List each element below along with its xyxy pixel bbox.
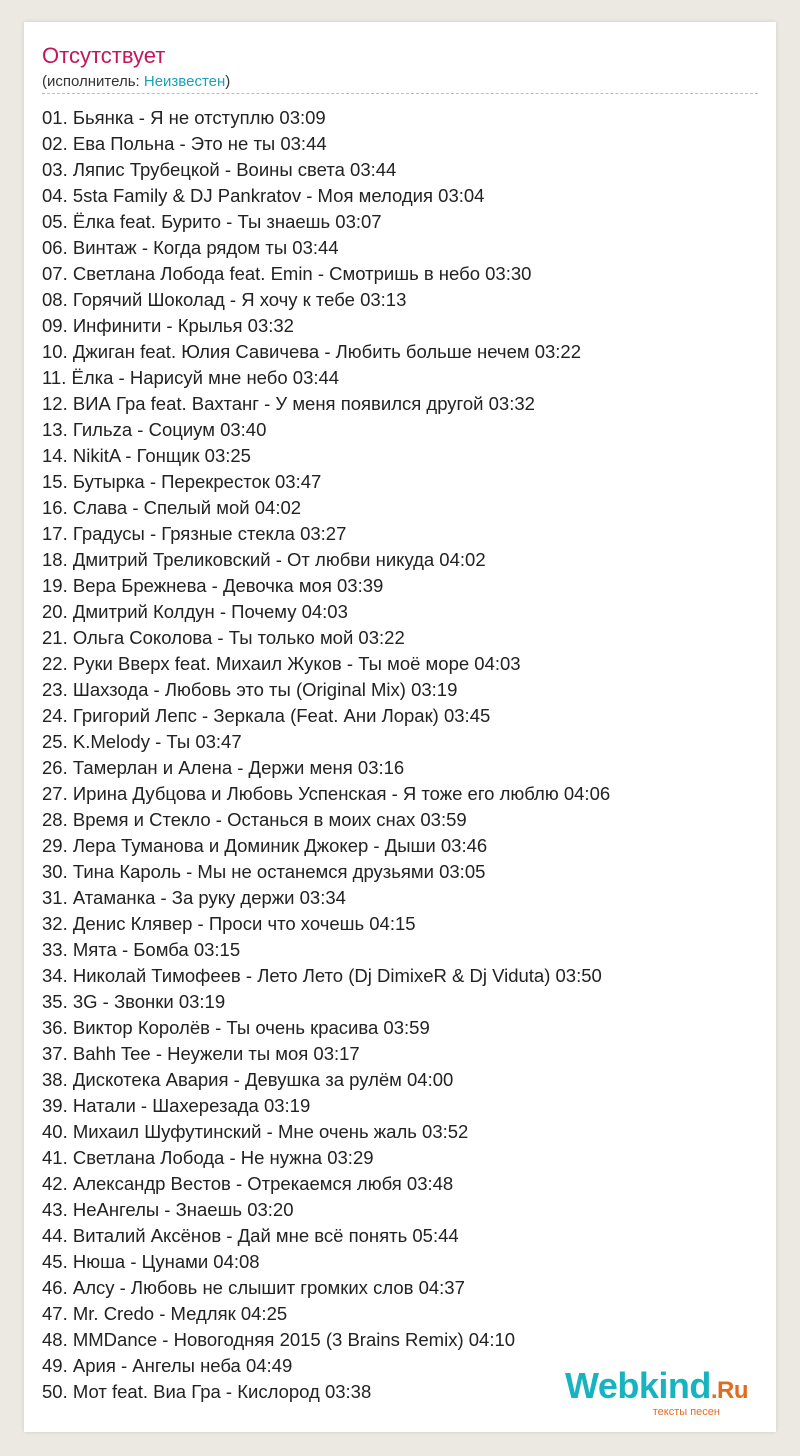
track-item: 31. Атаманка - За руку держи 03:34	[42, 887, 346, 908]
track-item: 33. Мята - Бомба 03:15	[42, 939, 241, 960]
content-card	[24, 22, 776, 1432]
track-item: 46. Алсу - Любовь не слышит громких слов 04:37	[42, 1277, 465, 1298]
track-item: 12. ВИА Гра feat. Вахтанг - У меня появился другой 03:32	[42, 393, 535, 414]
logo-tagline: тексты песен	[652, 1406, 720, 1418]
track-item: 07. Светлана Лобода feat. Emin - Смотришь в небо 03:30	[42, 263, 532, 284]
track-item: 47. Mr. Credo - Медляк 04:25	[42, 1303, 288, 1324]
logo-name: Webkind	[564, 1365, 711, 1406]
track-item: 10. Джиган feat. Юлия Савичева - Любить больше нечем 03:22	[42, 341, 582, 362]
track-item: 49. Ария - Ангелы неба 04:49	[42, 1355, 293, 1376]
track-item: 38. Дискотека Авария - Девушка за рулём 04:00	[42, 1069, 454, 1090]
track-item: 05. Ёлка feat. Бурито - Ты знаешь 03:07	[42, 211, 382, 232]
track-item: 29. Лера Туманова и Доминик Джокер - Дыши 03:46	[42, 835, 488, 856]
track-item: 13. Гильzа - Социум 03:40	[42, 419, 267, 440]
logo-wordmark	[565, 1367, 748, 1410]
track-item: 36. Виктор Королёв - Ты очень красива 03:59	[42, 1017, 430, 1038]
track-item: 08. Горячий Шоколад - Я хочу к тебе 03:13	[42, 289, 407, 310]
track-item: 37. Bahh Tee - Неужели ты моя 03:17	[42, 1043, 360, 1064]
track-item: 45. Нюша - Цунами 04:08	[42, 1251, 260, 1272]
track-item: 39. Натали - Шахерезада 03:19	[42, 1095, 311, 1116]
track-item: 20. Дмитрий Колдун - Почему 04:03	[42, 601, 348, 622]
divider	[42, 93, 758, 94]
subtitle-suffix: )	[225, 73, 231, 90]
track-item: 22. Руки Вверх feat. Михаил Жуков - Ты моё море 04:03	[42, 653, 521, 674]
artist-link[interactable]: Неизвестен	[143, 73, 226, 90]
track-item: 42. Александр Вестов - Отрекаемся любя 03:48	[42, 1173, 454, 1194]
track-item: 23. Шахзода - Любовь это ты (Original Mix) 03:19	[42, 679, 458, 700]
track-item: 01. Бьянка - Я не отступлю 03:09	[42, 107, 326, 128]
track-item: 03. Ляпис Трубецкой - Воины света 03:44	[42, 159, 397, 180]
track-item: 06. Винтаж - Когда рядом ты 03:44	[42, 237, 339, 258]
track-item: 34. Николай Тимофеев - Лето Лето (Dj DimixeR & Dj Viduta) 03:50	[42, 965, 602, 986]
track-item: 21. Ольга Соколова - Ты только мой 03:22	[42, 627, 405, 648]
track-item: 02. Ева Польна - Это не ты 03:44	[42, 133, 327, 154]
track-item: 41. Светлана Лобода - Не нужна 03:29	[42, 1147, 374, 1168]
site-logo[interactable]	[565, 1367, 748, 1418]
track-item: 44. Виталий Аксёнов - Дай мне всё понять 05:44	[42, 1225, 459, 1246]
track-item: 24. Григорий Лепс - Зеркала (Feat. Ани Лорак) 03:45	[42, 705, 491, 726]
track-item: 16. Слава - Спелый мой 04:02	[42, 497, 302, 518]
artist-subtitle	[42, 73, 230, 91]
track-item: 43. НеАнгелы - Знаешь 03:20	[42, 1199, 294, 1220]
track-item: 26. Тамерлан и Алена - Держи меня 03:16	[42, 757, 405, 778]
track-item: 28. Время и Стекло - Останься в моих снах 03:59	[42, 809, 467, 830]
page-title: Отсутствует	[42, 43, 166, 68]
track-item: 15. Бутырка - Перекресток 03:47	[42, 471, 322, 492]
subtitle-prefix: (исполнитель:	[42, 73, 144, 90]
track-item: 19. Вера Брежнева - Девочка моя 03:39	[42, 575, 384, 596]
track-item: 27. Ирина Дубцова и Любовь Успенская - Я тоже его люблю 04:06	[42, 783, 611, 804]
track-item: 04. 5sta Family & DJ Pankratov - Моя мелодия 03:04	[42, 185, 485, 206]
track-item: 35. 3G - Звонки 03:19	[42, 991, 226, 1012]
track-item: 25. K.Melody - Ты 03:47	[42, 731, 242, 752]
track-list	[42, 105, 610, 1405]
track-item: 18. Дмитрий Треликовский - От любви никуда 04:02	[42, 549, 486, 570]
track-item: 48. MMDance - Новогодняя 2015 (3 Brains Remix) 04:10	[42, 1329, 516, 1350]
track-item: 32. Денис Клявер - Проси что хочешь 04:15	[42, 913, 416, 934]
track-item: 11. Ёлка - Нарисуй мне небо 03:44	[42, 367, 340, 388]
track-item: 50. Мот feat. Виа Гра - Кислород 03:38	[42, 1381, 372, 1402]
track-item: 14. NikitA - Гонщик 03:25	[42, 445, 251, 466]
track-item: 17. Градусы - Грязные стекла 03:27	[42, 523, 347, 544]
logo-tld: .Ru	[710, 1377, 748, 1404]
track-item: 09. Инфинити - Крылья 03:32	[42, 315, 294, 336]
track-item: 40. Михаил Шуфутинский - Мне очень жаль 03:52	[42, 1121, 469, 1142]
track-item: 30. Тина Кароль - Мы не останемся друзьями 03:05	[42, 861, 486, 882]
